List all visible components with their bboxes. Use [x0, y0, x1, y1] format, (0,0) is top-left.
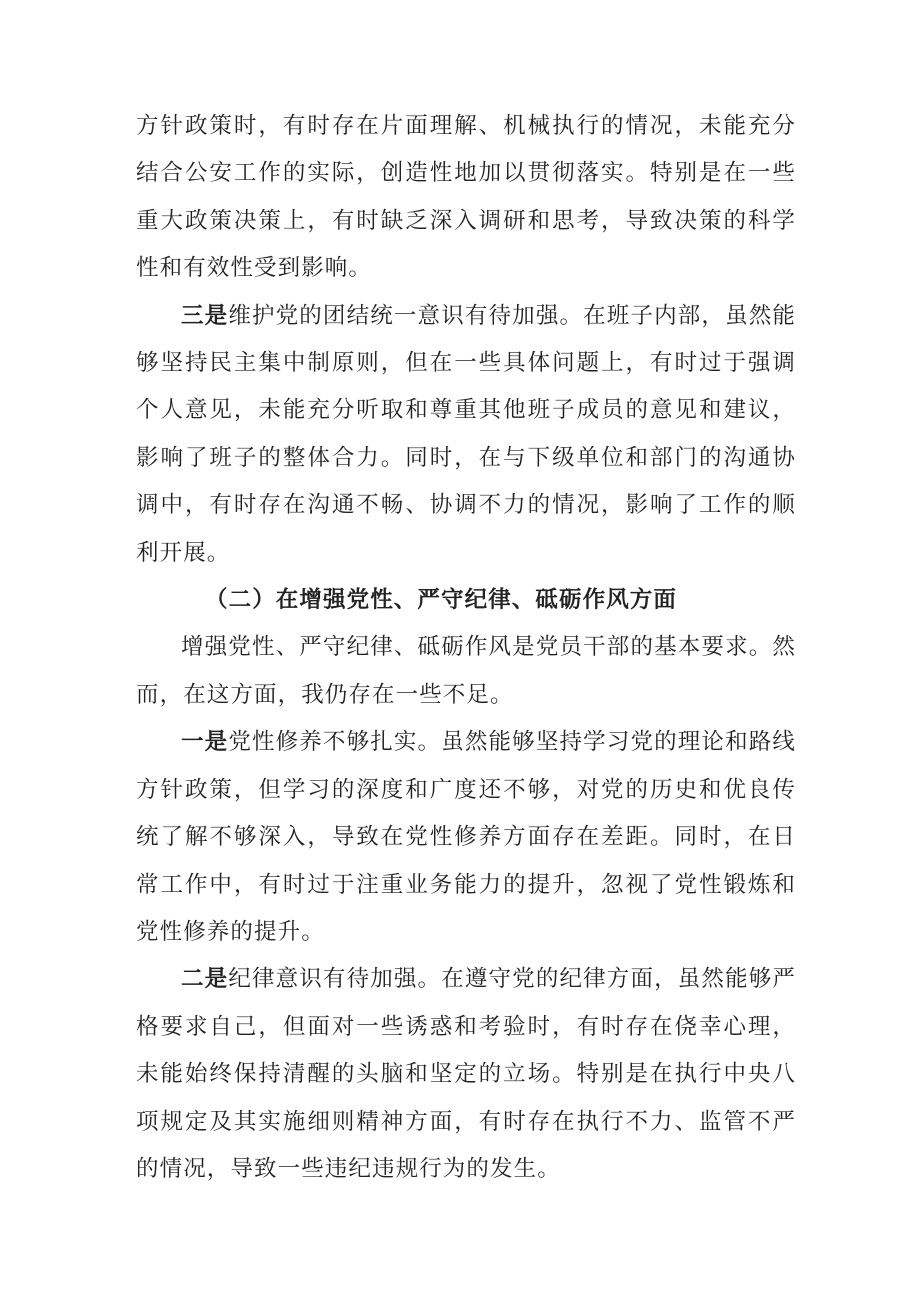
paragraph-text: 纪律意识有待加强。在遵守党的纪律方面，虽然能够严格要求自己，但面对一些诱惑和考验时，有时存在侥幸心理，未能始终保持清醒的头脑和坚定的立场。特别是在执行中央八项规定及其实施细则精神方面，有时存在执行不力、监管不严的情况，导致一些违纪违规行为的发生。 — [136, 966, 796, 1182]
section-heading: （二）在增强党性、严守纪律、砥砺作风方面 — [205, 587, 678, 614]
paragraph-lead: 三是 — [181, 302, 229, 329]
paragraph-item-one — [136, 719, 796, 956]
document-body — [136, 103, 796, 1193]
paragraph-text: 增强党性、严守纪律、砥砺作风是党员干部的基本要求。然而，在这方面，我仍存在一些不足。 — [136, 634, 796, 708]
paragraph-lead: 一是 — [181, 729, 229, 756]
paragraph-lead: 二是 — [181, 966, 229, 993]
paragraph-item-two — [136, 956, 796, 1193]
paragraph-intro — [136, 624, 796, 719]
paragraph-text: 方针政策时，有时存在片面理解、机械执行的情况，未能充分结合公安工作的实际，创造性地加以贯彻落实。特别是在一些重大政策决策上，有时缺乏深入调研和思考，导致决策的科学性和有效性受到影响。 — [136, 113, 796, 282]
paragraph-continued — [136, 103, 796, 293]
paragraph-item-three — [136, 293, 796, 577]
paragraph-text: 党性修养不够扎实。虽然能够坚持学习党的理论和路线方针政策，但学习的深度和广度还不够，对党的历史和优良传统了解不够深入，导致在党性修养方面存在差距。同时，在日常工作中，有时过于注重业务能力的提升，忽视了党性锻炼和党性修养的提升。 — [136, 729, 796, 945]
paragraph-text: 维护党的团结统一意识有待加强。在班子内部，虽然能够坚持民主集中制原则，但在一些具体问题上，有时过于强调个人意见，未能充分听取和尊重其他班子成员的意见和建议，影响了班子的整体合力。同时，在与下级单位和部门的沟通协调中，有时存在沟通不畅、协调不力的情况，影响了工作的顺利开展。 — [136, 302, 796, 566]
